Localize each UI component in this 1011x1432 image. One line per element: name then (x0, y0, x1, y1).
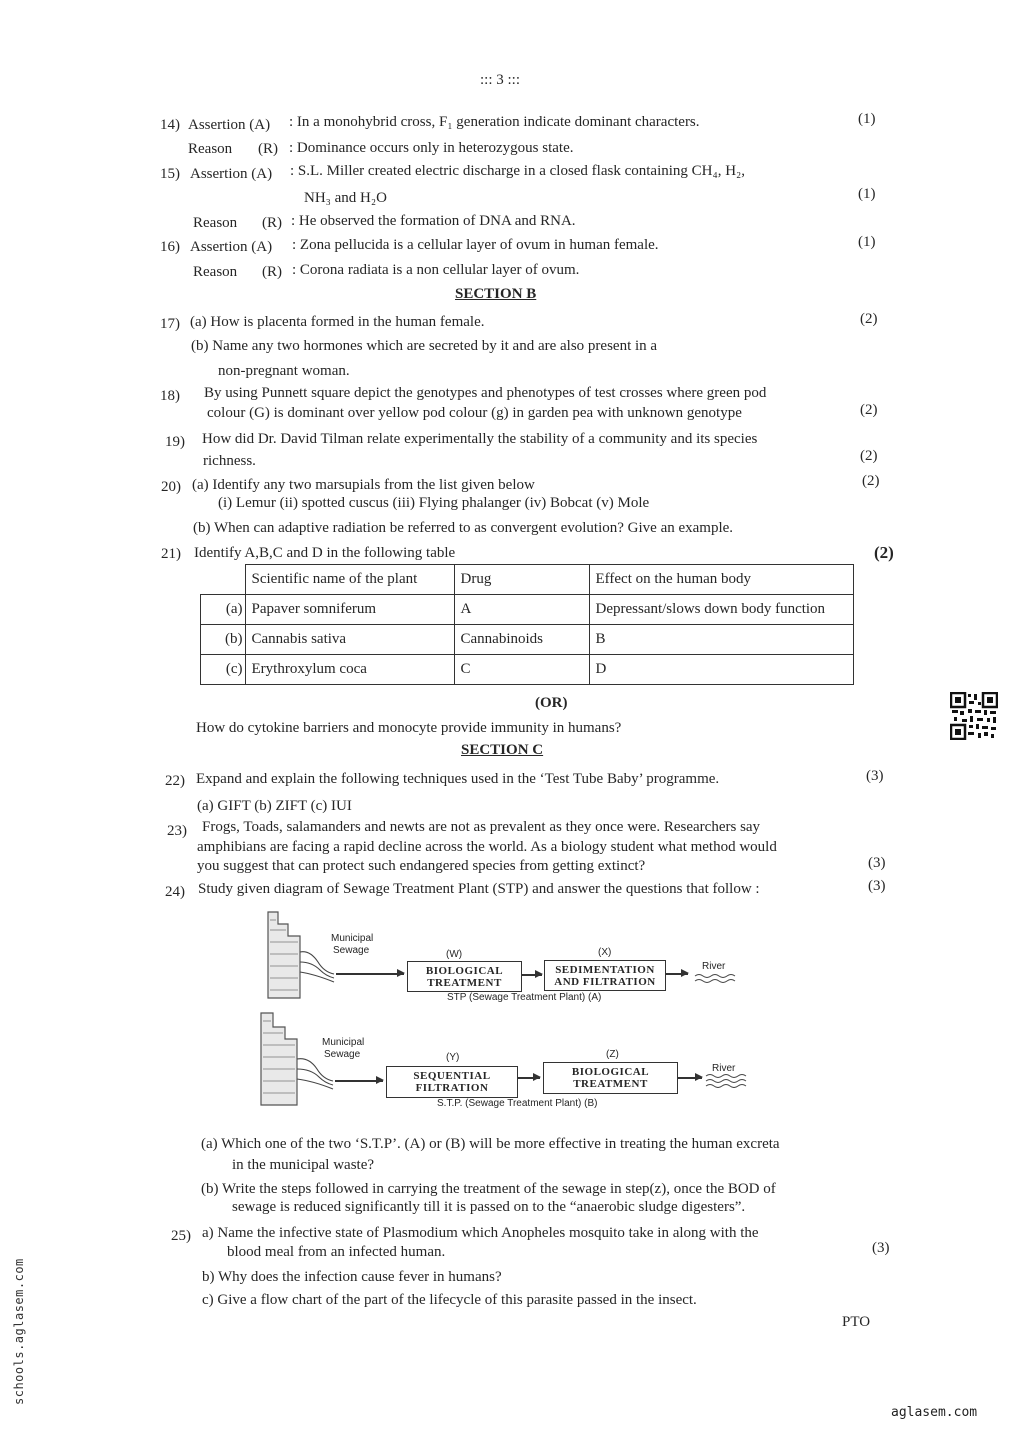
assertion-label: Assertion (A) (190, 166, 273, 182)
part-b-cont: non-pregnant woman. (218, 363, 350, 379)
drug-cell: A (454, 595, 589, 625)
technique-list: (a) GIFT (b) ZIFT (c) IUI (197, 798, 352, 814)
side-watermark: schools.aglasem.com (12, 1258, 26, 1405)
marks: (3) (866, 768, 884, 784)
table-row (201, 655, 854, 685)
question-number: 17) (160, 316, 180, 332)
question-number: 20) (161, 479, 181, 495)
marks: (2) (860, 311, 878, 327)
marsupial-list: (i) Lemur (ii) spotted cuscus (iii) Flying phalanger (iv) Bobcat (v) Mole (218, 495, 650, 511)
part-a-cont: blood meal from an infected human. (227, 1244, 446, 1260)
flow-arrow (518, 1077, 540, 1079)
part-b: (b) Write the steps followed in carrying the treatment of the sewage in step(z), once the BOD of (201, 1181, 776, 1197)
flow-arrow (335, 1080, 383, 1082)
marks: (2) (862, 473, 880, 489)
source-label: Municipal (322, 1037, 365, 1048)
source-label-2: Sewage (333, 945, 370, 956)
step-z-tag: (Z) (606, 1049, 619, 1060)
row-label: (b) (201, 625, 246, 655)
reason-text: : He observed the formation of DNA and RNA. (291, 213, 576, 229)
effect-cell: B (589, 625, 854, 655)
step-label: BIOLOGICAL (425, 965, 504, 977)
reason-paren: (R) (262, 215, 282, 231)
reason-label: Reason (193, 215, 238, 231)
assertion-label: Assertion (A) (190, 239, 273, 255)
question-number: 15) (160, 166, 180, 182)
flow-arrow (522, 974, 542, 976)
marks: (3) (872, 1240, 890, 1256)
question-number: 14) (160, 117, 180, 133)
question-number: 16) (160, 239, 180, 255)
header-drug: Drug (454, 565, 589, 595)
row-label: (a) (201, 595, 246, 625)
part-b: b) Why does the infection cause fever in humans? (202, 1269, 502, 1285)
question-number: 22) (165, 773, 185, 789)
question-text-cont: amphibians are facing a rapid decline across the world. As a biology student what method would (197, 839, 777, 855)
part-a: a) Name the infective state of Plasmodium which Anopheles mosquito take in along with the (202, 1225, 759, 1241)
part-a: (a) Which one of the two ‘S.T.P’. (A) or (B) will be more effective in treating the human excreta (201, 1136, 780, 1152)
alternative-question: How do cytokine barriers and monocyte provide immunity in humans? (196, 720, 622, 736)
marks: (2) (874, 543, 894, 562)
part-b: (b) When can adaptive radiation be referred to as convergent evolution? Give an example. (193, 520, 734, 536)
assertion-text-cont: NH₃ and H₂O (304, 190, 387, 206)
marks: (1) (858, 186, 876, 202)
reason-paren: (R) (262, 264, 282, 280)
step-w-tag: (W) (446, 949, 463, 960)
row-label: (c) (201, 655, 246, 685)
drug-cell: Cannabinoids (454, 625, 589, 655)
reason-text: : Corona radiata is a non cellular layer of ovum. (292, 262, 580, 278)
header-effect: Effect on the human body (589, 565, 854, 595)
step-label-2: FILTRATION (415, 1082, 489, 1094)
river-waves-icon (705, 1072, 751, 1088)
question-text: Frogs, Toads, salamanders and newts are not as prevalent as they once were. Researchers say (202, 819, 761, 835)
or-separator: (OR) (535, 695, 568, 711)
question-text-cont-2: you suggest that can protect such endangered species from getting extinct? (197, 858, 646, 874)
source-label-2: Sewage (324, 1049, 361, 1060)
plant-cell: Cannabis sativa (245, 625, 454, 655)
question-number: 24) (165, 884, 185, 900)
assertion-text: : In a monohybrid cross, F₁ generation indicate dominant characters. (289, 114, 700, 130)
step-label-2: TREATMENT (427, 977, 502, 989)
reason-text: : Dominance occurs only in heterozygous state. (289, 140, 574, 156)
assertion-text: : S.L. Miller created electric discharge in a closed flask containing CH₄, H₂, (290, 163, 746, 179)
drug-table (200, 564, 854, 685)
biological-treatment-box (407, 961, 522, 992)
question-text: Identify A,B,C and D in the following table (194, 545, 456, 561)
flow-arrow (678, 1077, 702, 1079)
step-label: SEDIMENTATION (555, 964, 655, 976)
sedimentation-filtration-box (544, 960, 666, 991)
reason-label: Reason (193, 264, 238, 280)
question-text: By using Punnett square depict the genotypes and phenotypes of test crosses where green pod (204, 385, 767, 401)
step-label: SEQUENTIAL (413, 1070, 491, 1082)
footer-watermark: aglasem.com (891, 1405, 978, 1420)
page-number: ::: 3 ::: (480, 72, 521, 88)
flow-arrow (336, 973, 404, 975)
marks: (2) (860, 402, 878, 418)
qr-code-icon (950, 692, 998, 740)
table-row (201, 595, 854, 625)
question-number: 18) (160, 388, 180, 404)
pto-label: PTO (842, 1314, 871, 1330)
part-a: (a) How is placenta formed in the human female. (190, 314, 485, 330)
assertion-label: Assertion (A) (188, 117, 271, 133)
effect-cell: D (589, 655, 854, 685)
question-text-cont: richness. (203, 453, 256, 469)
diagram-caption: STP (Sewage Treatment Plant) (A) (447, 992, 602, 1003)
step-label-2: AND FILTRATION (554, 976, 656, 988)
biological-treatment-box (543, 1062, 678, 1094)
reason-label: Reason (188, 141, 233, 157)
river-label: River (712, 1063, 736, 1074)
reason-paren: (R) (258, 141, 278, 157)
marks: (3) (868, 855, 886, 871)
marks: (1) (858, 234, 876, 250)
plant-cell: Papaver somniferum (245, 595, 454, 625)
table-header-row (201, 565, 854, 595)
marks: (1) (858, 111, 876, 127)
river-label: River (702, 961, 726, 972)
table-row (201, 625, 854, 655)
flow-arrow (666, 973, 688, 975)
diagram-caption: S.T.P. (Sewage Treatment Plant) (B) (437, 1098, 598, 1109)
marks: (2) (860, 448, 878, 464)
part-c: c) Give a flow chart of the part of the lifecycle of this parasite passed in the insect. (202, 1292, 697, 1308)
sequential-filtration-box (386, 1066, 518, 1098)
question-number: 19) (165, 434, 185, 450)
step-x-tag: (X) (598, 947, 612, 958)
plant-cell: Erythroxylum coca (245, 655, 454, 685)
marks: (3) (868, 878, 886, 894)
question-text: How did Dr. David Tilman relate experimentally the stability of a community and its species (202, 431, 758, 447)
section-c-heading: SECTION C (461, 742, 544, 758)
table-corner (201, 565, 246, 595)
question-text: Study given diagram of Sewage Treatment Plant (STP) and answer the questions that follow : (198, 881, 760, 897)
header-plant: Scientific name of the plant (245, 565, 454, 595)
question-text: Expand and explain the following techniques used in the ‘Test Tube Baby’ programme. (196, 771, 720, 787)
source-label: Municipal (331, 933, 374, 944)
question-text-cont: colour (G) is dominant over yellow pod colour (g) in garden pea with unknown genotype (207, 405, 742, 421)
part-a-cont: in the municipal waste? (232, 1157, 375, 1173)
step-label-2: TREATMENT (573, 1078, 648, 1090)
question-number: 23) (167, 823, 187, 839)
section-b-heading: SECTION B (455, 286, 537, 302)
part-b: (b) Name any two hormones which are secreted by it and are also present in a (191, 338, 658, 354)
effect-cell: Depressant/slows down body function (589, 595, 854, 625)
part-b-cont: sewage is reduced significantly till it is passed on to the “anaerobic sludge digesters”. (232, 1199, 746, 1215)
step-y-tag: (Y) (446, 1052, 460, 1063)
sewage-tank-icon (266, 910, 336, 1000)
part-a: (a) Identify any two marsupials from the list given below (192, 477, 535, 493)
assertion-text: : Zona pellucida is a cellular layer of ovum in human female. (292, 237, 659, 253)
river-waves-icon (694, 972, 740, 986)
drug-cell: C (454, 655, 589, 685)
step-label: BIOLOGICAL (571, 1066, 650, 1078)
question-number: 25) (171, 1228, 191, 1244)
question-number: 21) (161, 546, 181, 562)
